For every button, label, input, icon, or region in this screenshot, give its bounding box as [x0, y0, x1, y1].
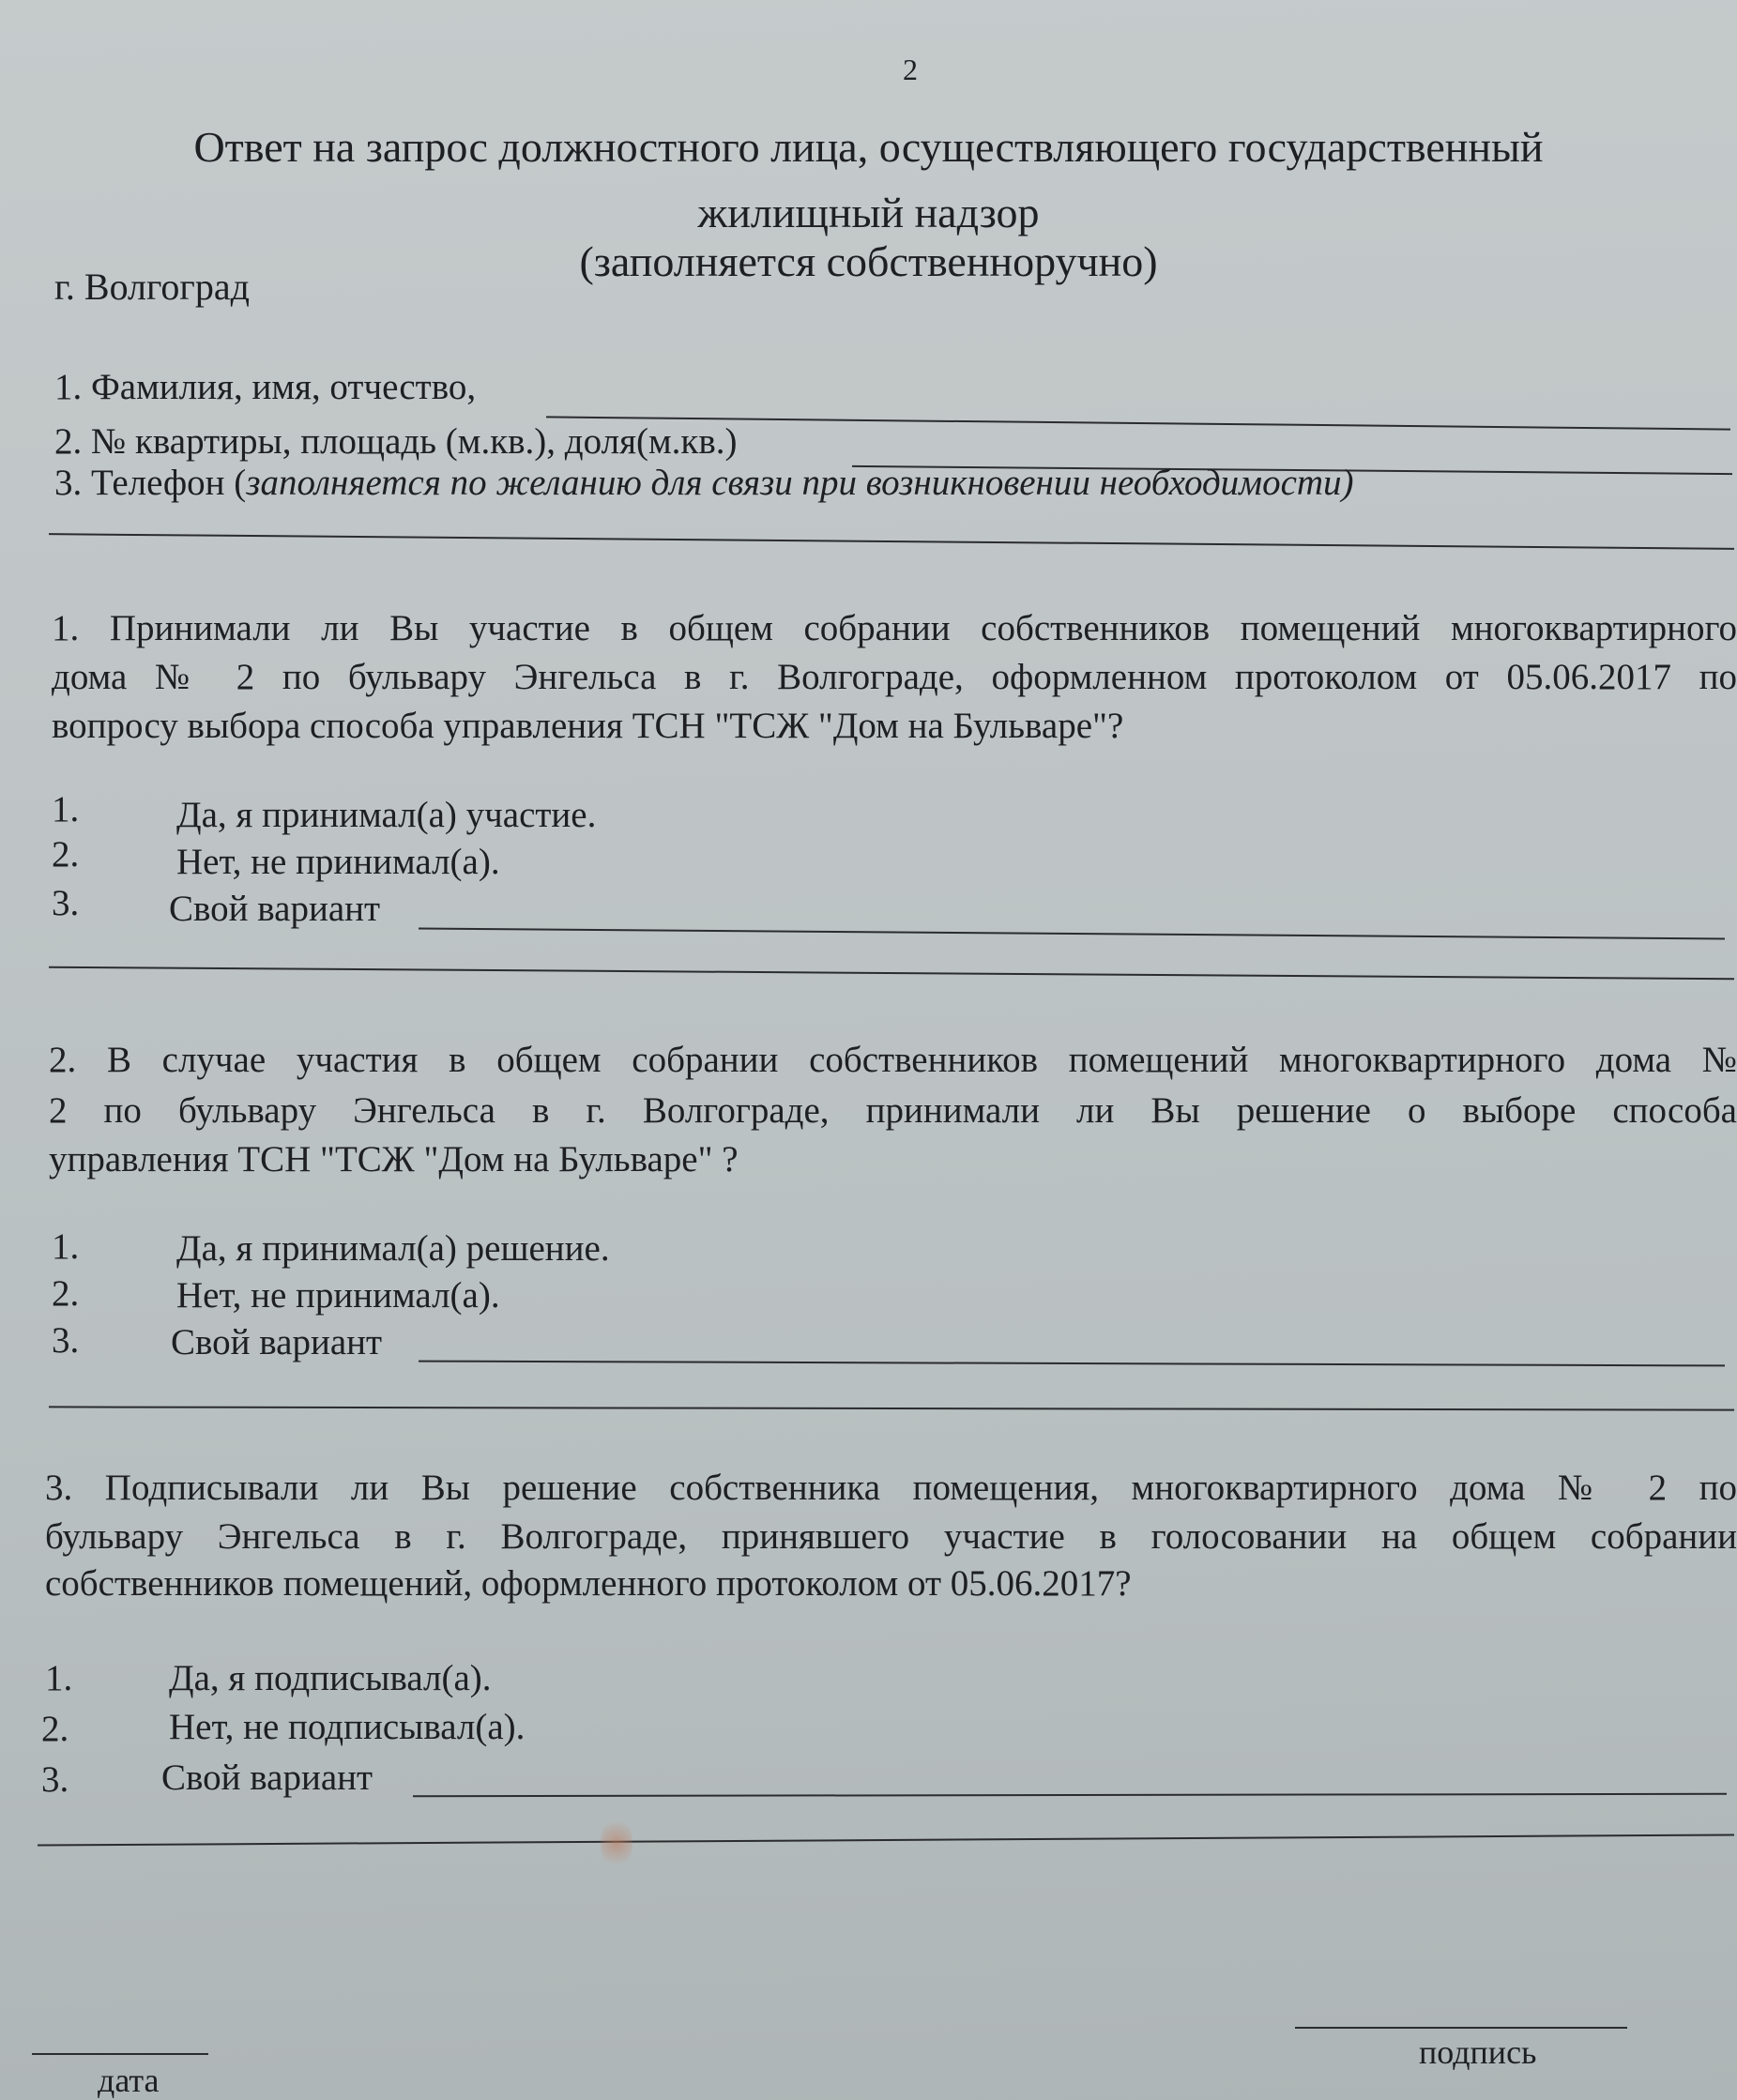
- question-2-line-3: управления ТСН "ТСЖ "Дом на Бульваре" ?: [49, 1139, 739, 1179]
- date-line[interactable]: [32, 2053, 208, 2055]
- question-2-option-2-number: 2.: [52, 1273, 80, 1314]
- question-3-option-3-number: 3.: [41, 1759, 69, 1800]
- signature-line[interactable]: [1295, 2027, 1627, 2029]
- field-phone-line[interactable]: [49, 533, 1734, 550]
- question-3-custom-answer-line[interactable]: [413, 1793, 1727, 1797]
- document-title-line-2: жилищный надзор: [697, 189, 1040, 236]
- question-3-custom-answer-line-2[interactable]: [38, 1834, 1734, 1846]
- field-phone-label-prefix: 3. Телефон (: [54, 463, 247, 503]
- field-apartment-label: 2. № квартиры, площадь (м.кв.), доля(м.кв.): [54, 421, 738, 462]
- question-2-option-2[interactable]: Нет, не принимал(а).: [176, 1275, 500, 1316]
- question-2-option-3-number: 3.: [52, 1320, 80, 1361]
- city: г. Волгоград: [54, 266, 250, 308]
- question-1-custom-answer-line[interactable]: [419, 928, 1725, 940]
- signature-label: подпись: [1419, 2033, 1537, 2071]
- field-phone-label-note: заполняется по желанию для связи при возникновении необходимости): [246, 463, 1354, 503]
- question-3-line-1: 3. Подписывали ли Вы решение собственника помещения, многоквартирного дома № 2 по: [45, 1468, 1737, 1508]
- question-1-line-2: дома № 2 по бульвару Энгельса в г. Волгограде, оформленном протоколом от 05.06.2017 по: [52, 657, 1737, 697]
- question-1-option-1-number: 1.: [52, 789, 80, 829]
- question-1-custom-answer-line-2[interactable]: [49, 966, 1734, 981]
- question-3-option-1-number: 1.: [45, 1658, 73, 1698]
- page-number: 2: [903, 53, 918, 86]
- field-full-name-label: 1. Фамилия, имя, отчество,: [54, 367, 477, 407]
- document-title-line-3: (заполняется собственноручно): [579, 237, 1158, 285]
- document-title-line-1: Ответ на запрос должностного лица, осуществляющего государственный: [193, 123, 1544, 171]
- question-1-option-2[interactable]: Нет, не принимал(а).: [176, 842, 500, 882]
- question-1-line-1: 1. Принимали ли Вы участие в общем собрании собственников помещений многоквартирного: [52, 608, 1737, 648]
- question-2-option-3[interactable]: Свой вариант: [171, 1322, 383, 1362]
- question-1-line-3: вопросу выбора способа управления ТСН "ТСЖ "Дом на Бульваре"?: [52, 706, 1124, 746]
- field-phone-label: [54, 462, 1734, 504]
- question-1-option-1[interactable]: Да, я принимал(а) участие.: [176, 795, 597, 835]
- paper-stain: [601, 1816, 632, 1870]
- question-2-custom-answer-line-2[interactable]: [49, 1406, 1734, 1410]
- question-3-line-2: бульвару Энгельса в г. Волгограде, принявшего участие в голосовании на общем собрании: [45, 1516, 1737, 1557]
- question-1-option-3-number: 3.: [52, 883, 80, 923]
- question-2-custom-answer-line[interactable]: [419, 1361, 1725, 1367]
- question-3-option-3[interactable]: Свой вариант: [161, 1758, 373, 1798]
- question-3-option-2-number: 2.: [41, 1709, 69, 1749]
- question-3-option-1[interactable]: Да, я подписывал(а).: [169, 1658, 492, 1698]
- question-2-option-1-number: 1.: [52, 1226, 80, 1267]
- question-3-line-3: собственников помещений, оформленного протоколом от 05.06.2017?: [45, 1563, 1132, 1604]
- question-2-option-1[interactable]: Да, я принимал(а) решение.: [176, 1228, 610, 1269]
- question-2-line-2: 2 по бульвару Энгельса в г. Волгограде, принимали ли Вы решение о выборе способа: [49, 1090, 1737, 1131]
- date-label: дата: [98, 2062, 160, 2099]
- question-3-option-2[interactable]: Нет, не подписывал(а).: [169, 1707, 526, 1747]
- question-1-option-3[interactable]: Свой вариант: [169, 889, 381, 929]
- question-1-option-2-number: 2.: [52, 834, 80, 875]
- question-2-line-1: 2. В случае участия в общем собрании собственников помещений многоквартирного дома №: [49, 1040, 1737, 1080]
